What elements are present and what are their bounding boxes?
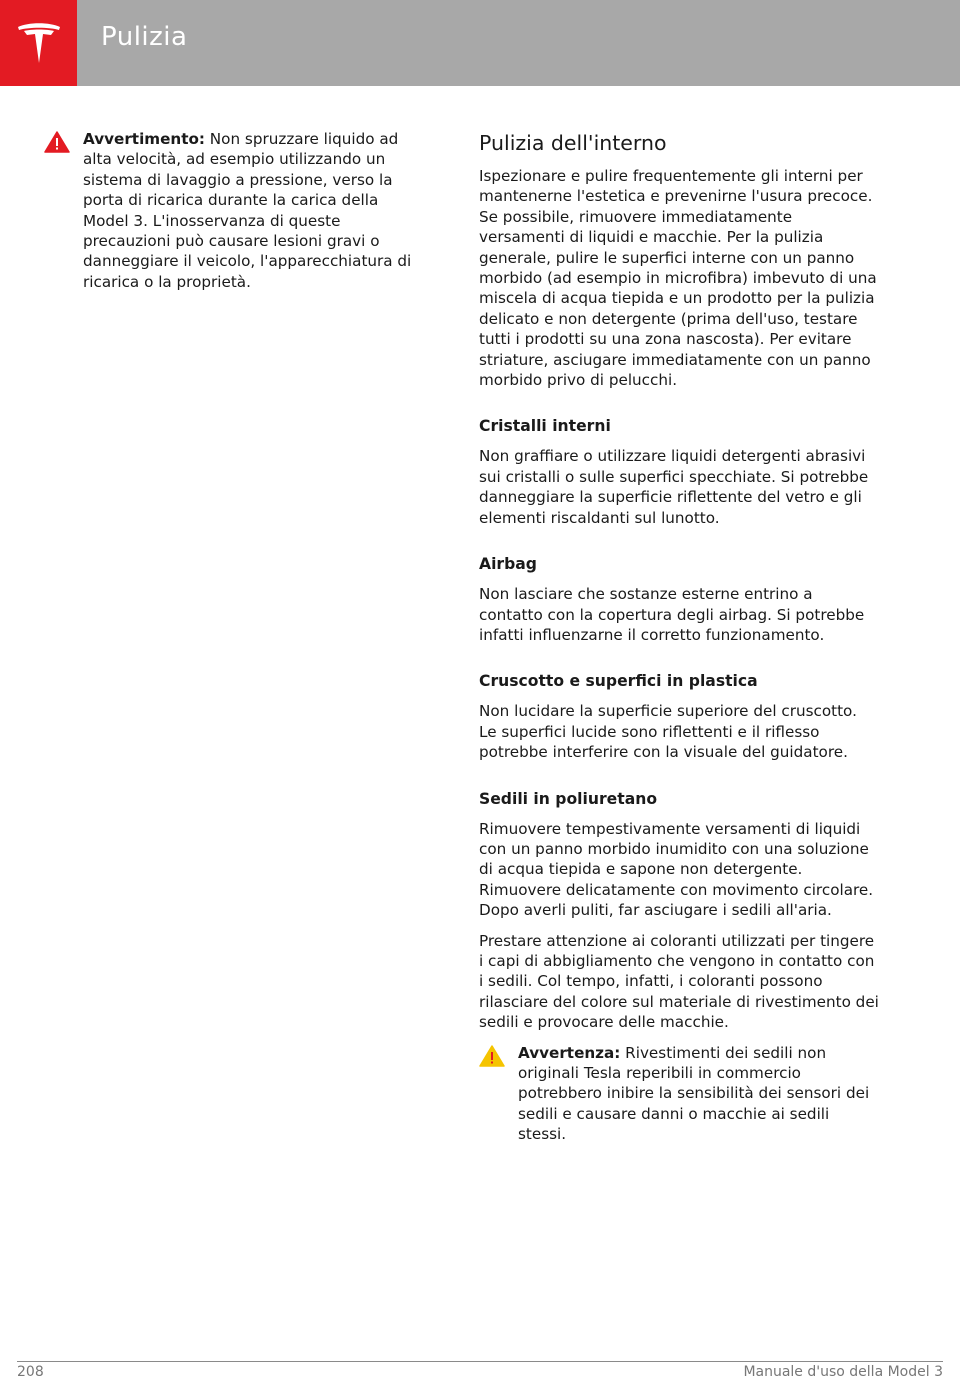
section-heading: Pulizia dell'interno — [479, 131, 667, 155]
paragraph-sedili-2: Prestare attenzione ai coloranti utilizzati per tingere i capi di abbigliamento che vengono in contatto con i sedili. Col tempo, infatti, i coloranti possono rilasciare del colore sul materiale di rivestimento dei sedili e provocare delle macchie. — [479, 931, 879, 1032]
page-header — [0, 0, 960, 86]
tesla-logo-icon — [14, 18, 64, 68]
warning-label: Avvertimento: — [83, 130, 205, 148]
caution-yellow-triangle-icon — [479, 1045, 505, 1067]
warning-red-triangle-icon — [44, 131, 70, 153]
tesla-logo — [0, 0, 77, 86]
warning-text: Non spruzzare liquido ad alta velocità, ad esempio utilizzando un sistema di lavaggio a pressione, verso la porta di ricarica durante la carica della Model 3. L'inosservanza di queste precauzioni può causare lesioni gravi o danneggiare il veicolo, l'apparecchiatura di ricarica o la proprietà. — [83, 130, 412, 291]
caution-text: Rivestimenti dei sedili non originali Tesla reperibili in commercio potrebbero inibire la sensibilità dei sensori dei sedili e causare danni o macchie ai sedili stessi. — [518, 1043, 870, 1144]
warning-note — [44, 129, 424, 292]
manual-title: Manuale d'uso della Model 3 — [743, 1364, 943, 1380]
caution-label: Avvertenza: — [518, 1043, 621, 1062]
page-title: Pulizia — [101, 22, 188, 52]
footer-divider — [17, 1361, 943, 1362]
intro-paragraph: Ispezionare e pulire frequentemente gli interni per mantenerne l'estetica e prevenirne l'usura precoce. Se possibile, rimuovere immediatamente versamenti di liquidi e macchie. Per la pulizia generale, pulire le superfici interne con un panno morbido (ad esempio in microfibra) imbevuto di una miscela di acqua tiepida e un prodotto per la pulizia delicato e non detergente (prima dell'uso, testare tutti i prodotti su una zona nascosta). Per evitare striature, asciugare immediatamente con un panno morbido privo di pelucchi. — [479, 167, 877, 390]
paragraph-cristalli: Non graffiare o utilizzare liquidi detergenti abrasivi sui cristalli o sulle superfici specchiate. Si potrebbe danneggiare la superficie riflettente del vetro e gli elementi riscaldanti sul lunotto. — [479, 447, 869, 527]
paragraph-cruscotto: Non lucidare la superficie superiore del cruscotto. Le superfici lucide sono riflettenti e il riflesso potrebbe interferire con la visuale del guidatore. — [479, 702, 857, 762]
page-number: 208 — [17, 1364, 44, 1380]
subheading-cristalli: Cristalli interni — [479, 417, 611, 436]
paragraph-airbag: Non lasciare che sostanze esterne entrino a contatto con la copertura degli airbag. Si potrebbe infatti influenzarne il corretto funzionamento. — [479, 585, 865, 644]
paragraph-sedili-1: Rimuovere tempestivamente versamenti di liquidi con un panno morbido inumidito con una soluzione di acqua tiepida e sapone non detergente. Rimuovere delicatamente con movimento circolare. Dopo averli puliti, far asciugare i sedili all'aria. — [479, 819, 874, 920]
subheading-airbag: Airbag — [479, 555, 537, 574]
caution-note — [479, 1043, 879, 1145]
subheading-cruscotto: Cruscotto e superfici in plastica — [479, 672, 758, 691]
left-column — [44, 129, 424, 302]
right-column — [479, 128, 879, 1155]
subheading-sedili: Sedili in poliuretano — [479, 789, 658, 808]
